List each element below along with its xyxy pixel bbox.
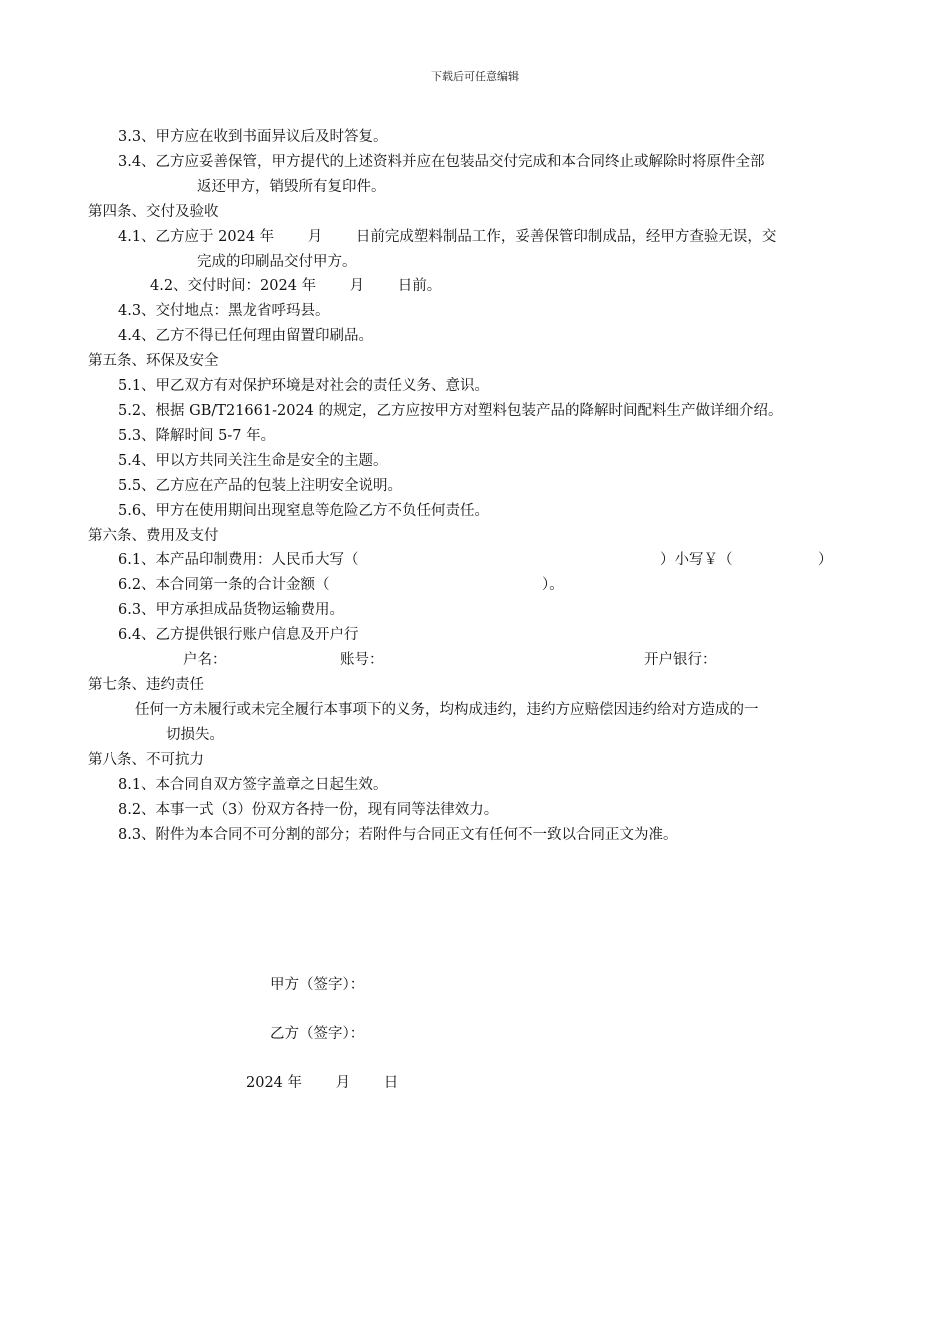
party-a-signature-label: 甲方（签字）：	[270, 977, 365, 993]
clause-6-4: 6.4、乙方提供银行账户信息及开户行	[118, 627, 359, 643]
section-8-heading: 第八条、不可抗力	[88, 752, 204, 768]
clause-6-2-close: ）。	[542, 577, 564, 593]
clause-5-1: 5.1、甲乙双方有对保护环境是对社会的责任义务、意识。	[118, 378, 490, 394]
clause-4-2: 4.2、交付时间：2024 年 月 日前。	[150, 278, 442, 294]
clause-5-6: 5.6、甲方在使用期间出现窒息等危险乙方不负任何责任。	[118, 503, 490, 519]
clause-3-3: 3.3、甲方应在收到书面异议后及时答复。	[118, 129, 388, 145]
clause-5-3: 5.3、降解时间 5-7 年。	[118, 428, 276, 444]
section-6-heading: 第六条、费用及支付	[88, 528, 219, 544]
clause-6-1-close: ）	[818, 552, 833, 568]
clause-4-1-cont: 完成的印刷品交付甲方。	[197, 254, 357, 270]
clause-4-4: 4.4、乙方不得已任何理由留置印刷品。	[118, 328, 374, 344]
account-name-label: 户名：	[183, 652, 227, 668]
clause-6-1-small: ）小写￥（	[660, 552, 733, 568]
clause-3-4: 3.4、乙方应妥善保管，甲方提代的上述资料并应在包装品交付完成和本合同终止或解除时将原件全部	[118, 154, 765, 170]
clause-7-body: 任何一方未履行或未完全履行本事项下的义务，均构成违约，违约方应赔偿因违约给对方造成的一	[135, 702, 759, 718]
clause-3-4-cont: 返还甲方，销毁所有复印件。	[197, 179, 386, 195]
clause-5-2: 5.2、根据 GB/T21661-2024 的规定，乙方应按甲方对塑料包装产品的降解时间配料生产做详细介绍。	[118, 403, 783, 419]
section-4-heading: 第四条、交付及验收	[88, 204, 219, 220]
clause-8-2: 8.2、本事一式（3）份双方各持一份，现有同等法律效力。	[118, 802, 499, 818]
account-number-label: 账号：	[340, 652, 384, 668]
clause-4-1: 4.1、乙方应于 2024 年 月 日前完成塑料制品工作，妥善保管印制成品，经甲方查验无误，交	[118, 229, 777, 245]
page-header: 下载后可任意编辑	[431, 70, 519, 83]
party-b-signature-label: 乙方（签字）：	[270, 1026, 365, 1042]
section-7-heading: 第七条、违约责任	[88, 677, 204, 693]
clause-6-3: 6.3、甲方承担成品货物运输费用。	[118, 602, 345, 618]
clause-8-1: 8.1、本合同自双方签字盖章之日起生效。	[118, 777, 388, 793]
clause-5-4: 5.4、甲以方共同关注生命是安全的主题。	[118, 453, 388, 469]
clause-7-body-cont: 切损失。	[166, 727, 224, 743]
clause-8-3: 8.3、附件为本合同不可分割的部分；若附件与合同正文有任何不一致以合同正文为准。	[118, 827, 678, 843]
clause-4-3: 4.3、交付地点：黑龙省呼玛县。	[118, 303, 330, 319]
bank-label: 开户银行：	[644, 652, 717, 668]
clause-5-5: 5.5、乙方应在产品的包装上注明安全说明。	[118, 478, 403, 494]
clause-6-1: 6.1、本产品印制费用：人民币大写（	[118, 552, 359, 568]
clause-6-2: 6.2、本合同第一条的合计金额（	[118, 577, 330, 593]
section-5-heading: 第五条、环保及安全	[88, 353, 219, 369]
signature-date: 2024 年 月 日	[246, 1075, 399, 1091]
